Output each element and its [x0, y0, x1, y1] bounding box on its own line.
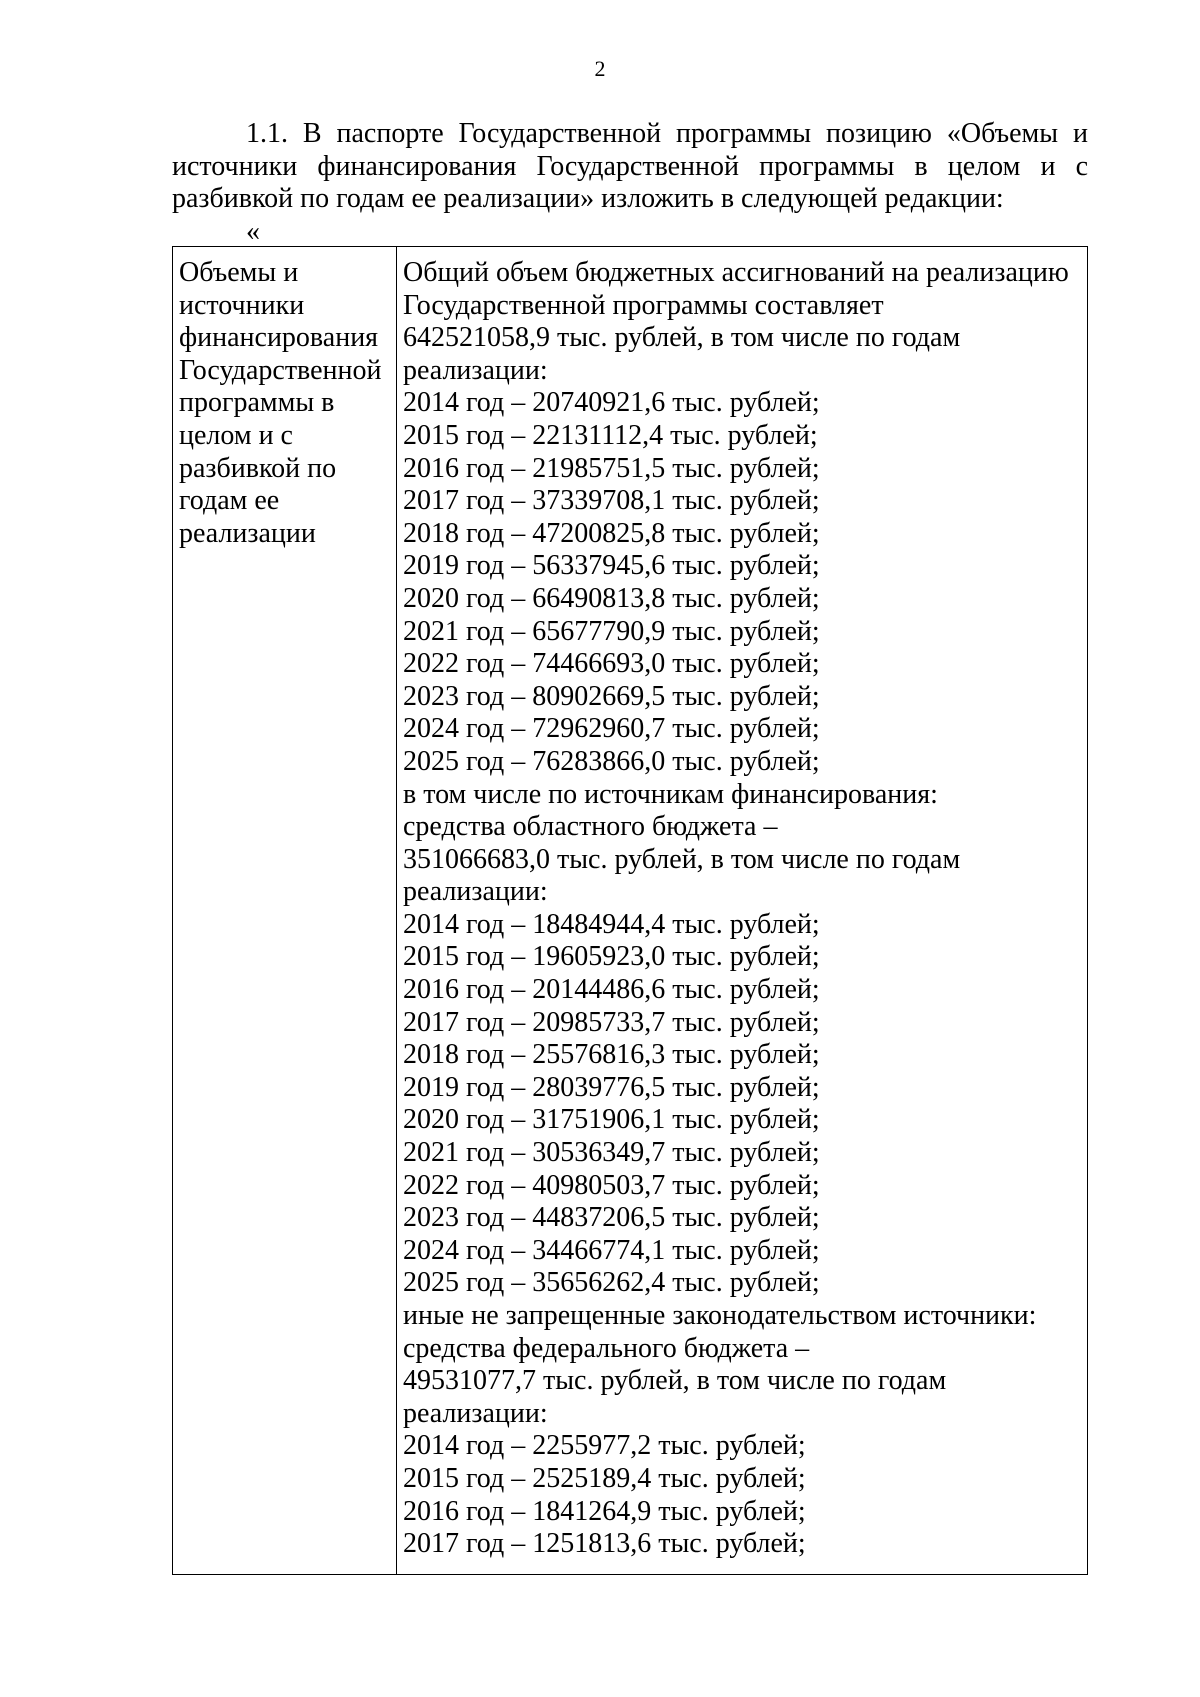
- position-value-line: 2025 год – 35656262,4 тыс. рублей;: [403, 1267, 820, 1299]
- page-number: 2: [594, 56, 606, 81]
- position-name-cell: [179, 257, 393, 550]
- position-value-line: реализации:: [403, 1397, 548, 1429]
- position-value-line: 2021 год – 30536349,7 тыс. рублей;: [403, 1137, 820, 1169]
- position-value-line: 2022 год – 74466693,0 тыс. рублей;: [403, 648, 820, 680]
- position-name-line: Государственной: [179, 354, 382, 386]
- position-value-line: 2021 год – 65677790,9 тыс. рублей;: [403, 615, 820, 647]
- position-value-line: 2024 год – 34466774,1 тыс. рублей;: [403, 1234, 820, 1266]
- position-name-line: источники: [179, 289, 305, 321]
- position-name-line: целом и с: [179, 419, 293, 451]
- position-name-line: Объемы и: [179, 257, 299, 288]
- position-name-line: разбивкой по: [179, 452, 337, 484]
- position-value-line: 2017 год – 37339708,1 тыс. рублей;: [403, 485, 820, 517]
- position-value-line: 642521058,9 тыс. рублей, в том числе по годам: [403, 322, 961, 354]
- position-value-line: реализации:: [403, 354, 548, 386]
- position-value-line: 2022 год – 40980503,7 тыс. рублей;: [403, 1169, 820, 1201]
- position-value-line: иные не запрещенные законодательством источники:: [403, 1300, 1037, 1331]
- position-value-line: средства областного бюджета –: [403, 811, 778, 843]
- position-value-line: 351066683,0 тыс. рублей, в том числе по годам: [403, 843, 961, 875]
- position-value-line: 2023 год – 80902669,5 тыс. рублей;: [403, 680, 820, 712]
- position-value-line: 2015 год – 19605923,0 тыс. рублей;: [403, 941, 820, 973]
- position-value-line: 2019 год – 28039776,5 тыс. рублей;: [403, 1071, 820, 1103]
- position-value-line: 2020 год – 31751906,1 тыс. рублей;: [403, 1104, 820, 1136]
- position-name-line: программы в: [179, 387, 335, 419]
- position-value-line: 2018 год – 25576816,3 тыс. рублей;: [403, 1039, 820, 1071]
- position-value-line: средства федерального бюджета –: [403, 1332, 810, 1364]
- position-value-line: 2014 год – 20740921,6 тыс. рублей;: [403, 387, 820, 419]
- position-value-line: 2023 год – 44837206,5 тыс. рублей;: [403, 1202, 820, 1234]
- position-value-line: 2017 год – 20985733,7 тыс. рублей;: [403, 1006, 820, 1038]
- position-value-line: 2025 год – 76283866,0 тыс. рублей;: [403, 745, 820, 777]
- position-name-line: годам ее: [179, 485, 280, 517]
- position-value-line: 2017 год – 1251813,6 тыс. рублей;: [403, 1528, 806, 1560]
- position-value-line: 2015 год – 22131112,4 тыс. рублей;: [403, 419, 818, 451]
- position-value-line: 2014 год – 2255977,2 тыс. рублей;: [403, 1430, 806, 1462]
- position-value-line: 2020 год – 66490813,8 тыс. рублей;: [403, 582, 820, 614]
- position-value-line: 2024 год – 72962960,7 тыс. рублей;: [403, 713, 820, 745]
- position-name-line: реализации: [179, 517, 316, 549]
- position-value-line: 2014 год – 18484944,4 тыс. рублей;: [403, 908, 820, 940]
- opening-quote-mark: «: [246, 216, 260, 247]
- position-value-line: Государственной программы составляет: [403, 289, 884, 321]
- position-value-line: 2016 год – 21985751,5 тыс. рублей;: [403, 452, 820, 484]
- position-value-line: 49531077,7 тыс. рублей, в том числе по годам: [403, 1365, 947, 1397]
- column-divider: [396, 247, 397, 1574]
- intro-paragraph: 1.1. В паспорте Государственной программы позицию «Объемы и источники финансирования Государственной программы в целом и с разбивкой по годам ее реализации» изложить в следующей редакции:: [172, 118, 1088, 214]
- position-value-line: 2015 год – 2525189,4 тыс. рублей;: [403, 1462, 806, 1494]
- position-value-line: 2016 год – 1841264,9 тыс. рублей;: [403, 1495, 806, 1527]
- position-value-cell: [403, 257, 1085, 1561]
- passport-table: [172, 246, 1088, 1575]
- position-value-line: 2019 год – 56337945,6 тыс. рублей;: [403, 550, 820, 582]
- position-value-line: реализации:: [403, 876, 548, 908]
- position-value-line: в том числе по источникам финансирования:: [403, 778, 938, 810]
- position-name-line: финансирования: [179, 322, 379, 354]
- position-value-line: Общий объем бюджетных ассигнований на реализацию: [403, 257, 1069, 288]
- position-value-line: 2018 год – 47200825,8 тыс. рублей;: [403, 517, 820, 549]
- position-value-line: 2016 год – 20144486,6 тыс. рублей;: [403, 974, 820, 1006]
